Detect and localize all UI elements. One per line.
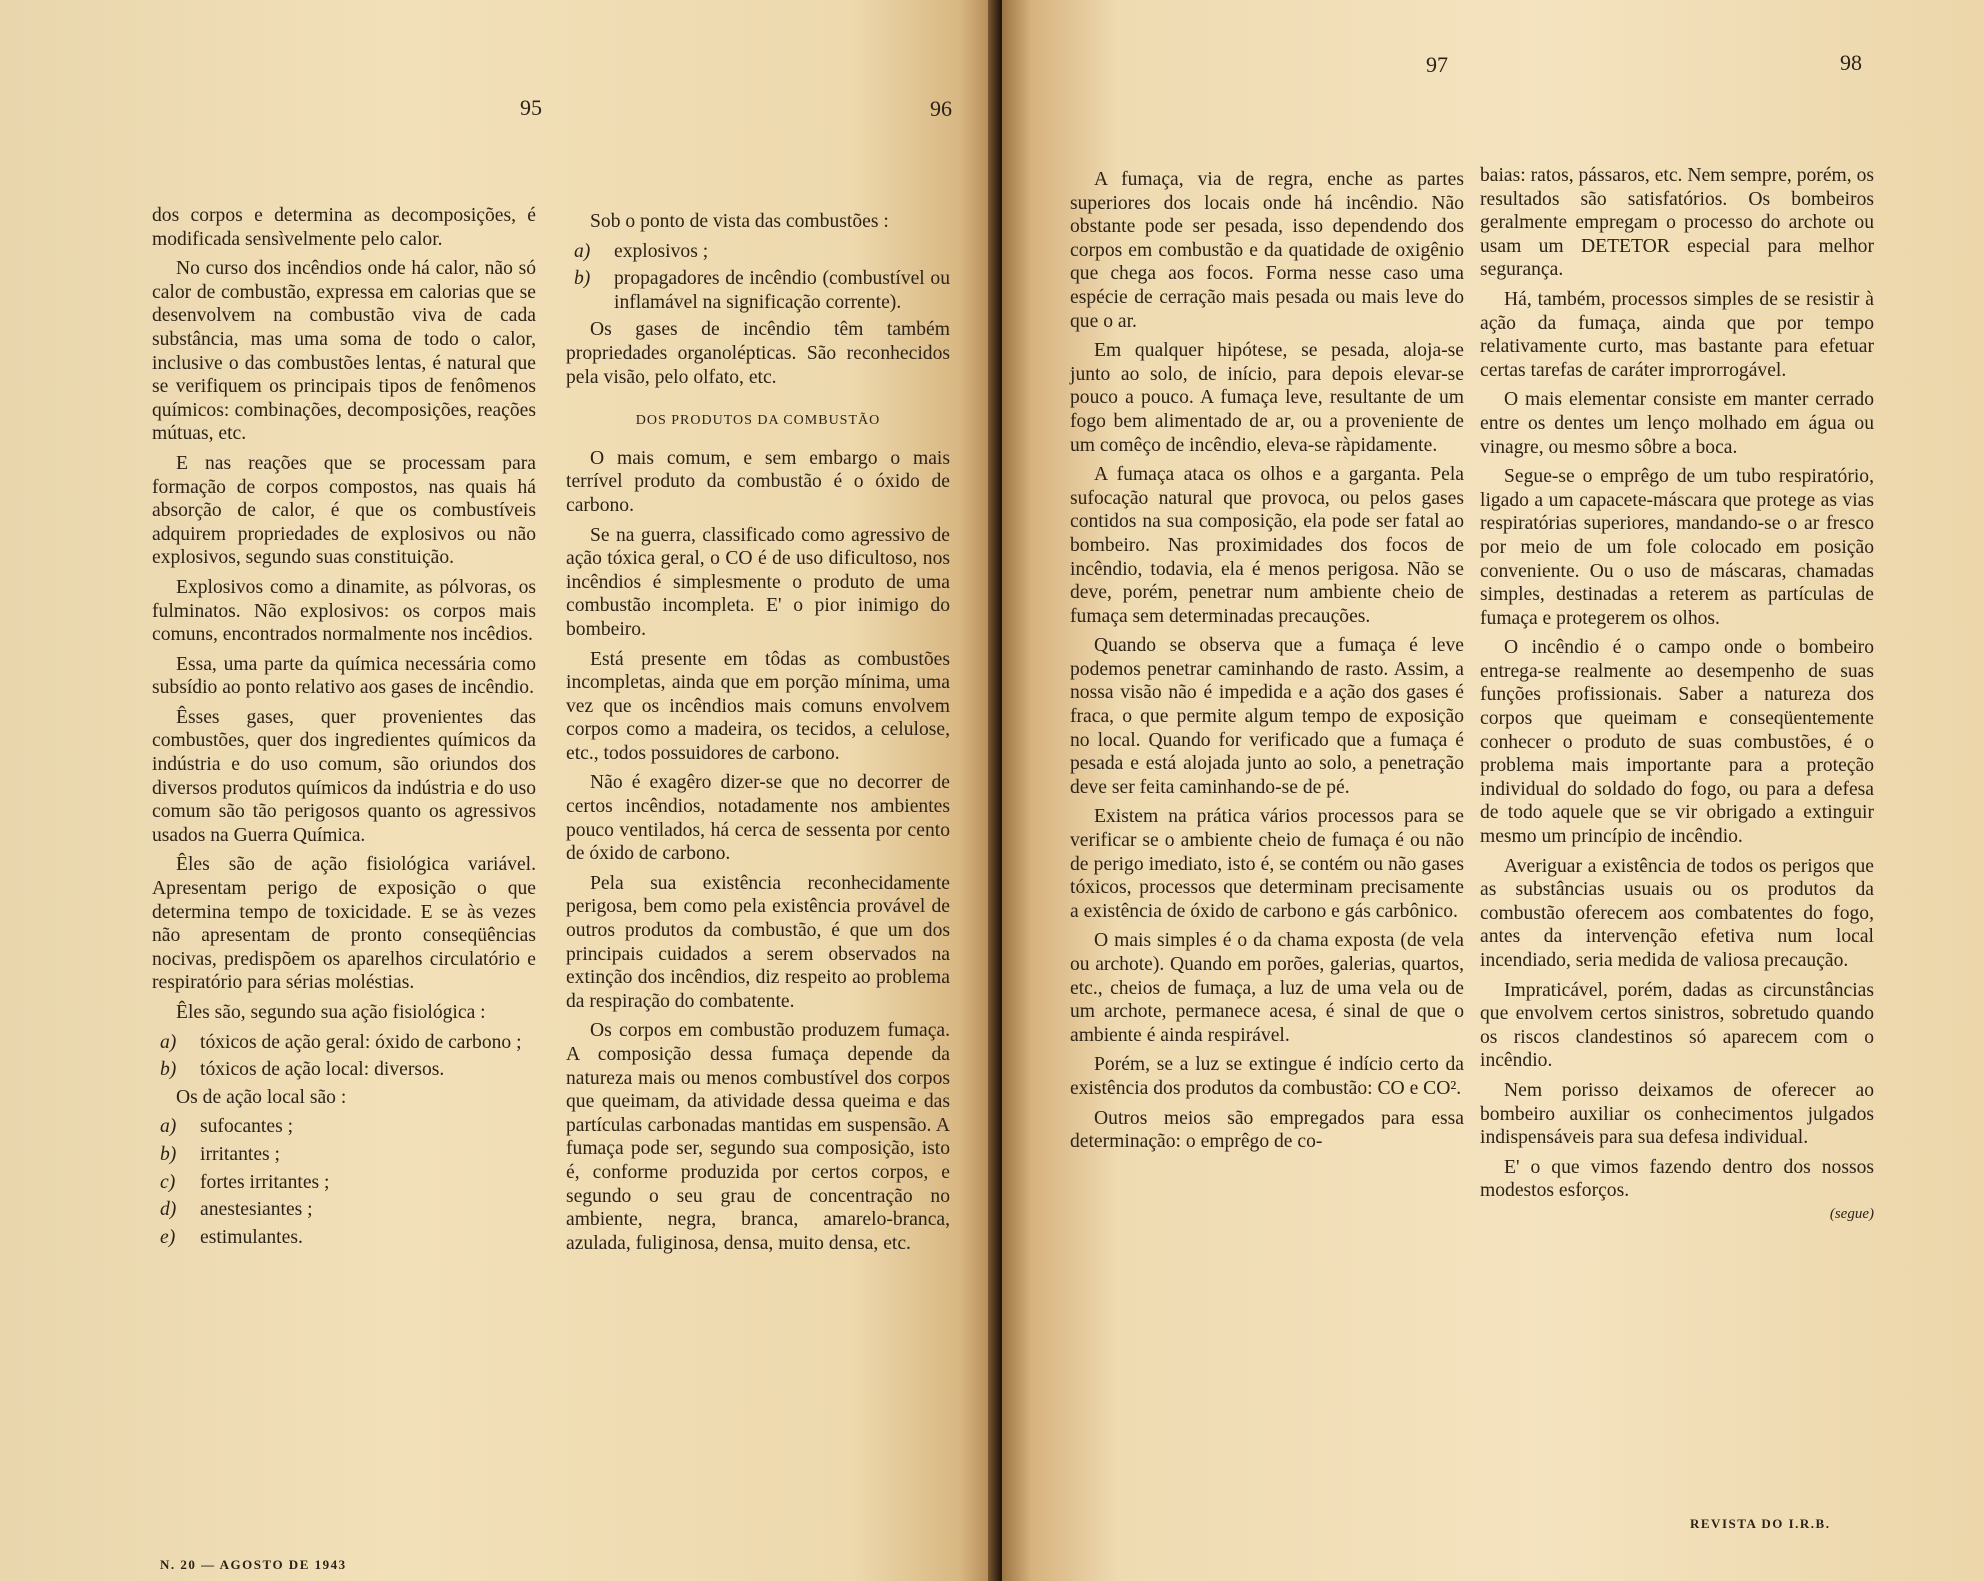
list-item-text: fortes irritantes ; xyxy=(200,1171,330,1193)
list-item-text: explosivos ; xyxy=(614,240,709,262)
paragraph: Em qualquer hipótese, se pesada, aloja-se junto ao solo, de início, para depois elevar-se pouco a pouco. A fumaça leve, resultante de um fogo bem alimentado de ar, ou a proveniente de um comêço de incêndio, eleva-se ràpidamente. xyxy=(1070,340,1464,456)
paragraph: Os de ação local são : xyxy=(176,1086,347,1108)
paragraph: dos corpos e determina as decomposições, é modificada sensìvelmente pelo calor. xyxy=(152,205,536,250)
paragraph: Existem na prática vários processos para se verificar se o ambiente cheio de fumaça é ou não de perigo imediato, isto é, se contém ou não gases tóxicos, processos que determinam precisamente a existência de óxido de carbono e gás carbônico. xyxy=(1070,806,1464,922)
paragraph: Êles são, segundo sua ação fisiológica : xyxy=(176,1002,486,1023)
right-page xyxy=(1002,0,1984,1581)
column-page-98 xyxy=(1480,164,1874,1233)
paragraph: Se na guerra, classificado como agressivo de ação tóxica geral, o CO é de uso dificultoso, nos incêndios é simplesmente o produto de uma combustão incompleta. E' o pior inimigo do bombeiro. xyxy=(566,524,950,640)
paragraph: Pela sua existência reconhecidamente perigosa, bem como pela existência provável de outros produtos da combustão, é que um dos principais cuidados a serem observados na extinção dos incêndios, diz respeito ao problema da respiração do combatente. xyxy=(566,872,950,1012)
paragraph: Está presente em tôdas as combustões incompletas, ainda que em porção mínima, uma vez que os incêndios mais comuns envolvem corpos como a madeira, os tecidos, a celulose, etc., todos possuidores de carbono. xyxy=(566,648,950,764)
paragraph: Impraticável, porém, dadas as circunstâncias que envolvem certos sinistros, sobretudo quando os riscos clandestinos só aparecem com o incêndio. xyxy=(1480,979,1874,1072)
paragraph: Explosivos como a dinamite, as pólvoras, os fulminatos. Não explosivos: os corpos mais comuns, encontrados normalmente nos incêdios. xyxy=(152,576,536,646)
list-item-text: tóxicos de ação local: diversos. xyxy=(200,1059,445,1081)
page-number-96: 96 xyxy=(930,96,952,121)
list-item-label: a) xyxy=(160,1116,177,1138)
footer-journal: REVISTA DO I.R.B. xyxy=(1690,1516,1831,1531)
list-item xyxy=(566,240,950,264)
list-item-text: sufocantes ; xyxy=(200,1116,294,1138)
list-item-label: a) xyxy=(574,240,591,262)
paragraph: Êles são de ação fisiológica variável. Apresentam perigo de exposição o que determina tempo de toxicidade. E se às vezes não apresentam de pronto conseqüências nocivas, predispõem os aparelhos circulatório e respiratório para sérias moléstias. xyxy=(152,854,536,994)
paragraph: Êsses gases, quer provenientes das combustões, quer dos ingredientes químicos da indústria e do uso comum, são oriundos dos diversos produtos químicos da indústria e do uso comum são tão perigosos quanto os agressivos usados na Guerra Química. xyxy=(152,706,536,846)
paragraph: O mais comum, e sem embargo o mais terrível produto da combustão é o óxido de carbono. xyxy=(566,447,950,516)
column-page-96 xyxy=(566,210,950,1261)
page-number-97: 97 xyxy=(1426,52,1448,77)
continued-note: (segue) xyxy=(1829,1205,1874,1222)
paragraph: Nem porisso deixamos de oferecer ao bombeiro auxiliar os conhecimentos julgados indispensáveis para sua defesa individual. xyxy=(1480,1079,1874,1149)
paragraph: O incêndio é o campo onde o bombeiro entrega-se realmente ao desempenho de suas funções profissionais. Saber a natureza dos corpos que queimam e conseqüentemente conhecer o produto de suas combustões, é o problema mais importante para a proteção individual do soldado do fogo, ou para a defesa de todo aquele que se vir obrigado a extinguir mesmo um princípio de incêndio. xyxy=(1480,637,1874,848)
list-item xyxy=(152,1115,536,1139)
paragraph: Essa, uma parte da química necessária como subsídio ao ponto relativo aos gases de incêndio. xyxy=(152,653,536,699)
section-heading: DOS PRODUTOS DA COMBUSTÃO xyxy=(635,413,881,429)
list-item-label: a) xyxy=(160,1031,177,1053)
list-item xyxy=(152,1198,536,1222)
list-item-label: b) xyxy=(160,1143,177,1165)
list-item-label: d) xyxy=(160,1199,177,1221)
paragraph: No curso dos incêndios onde há calor, não só calor de combustão, expressa em calorias que se desenvolvem na combustão viva de cada substância, mas uma soma de todo o calor, inclusive o das combustões lentas, é natural que se verifiquem os principais tipos de fenômenos químicos: combinações, decomposições, reações mútuas, etc. xyxy=(152,258,536,445)
page-number-98: 98 xyxy=(1840,50,1862,75)
list-item-text: anestesiantes ; xyxy=(200,1199,313,1221)
paragraph: Segue-se o emprêgo de um tubo respiratório, ligado a um capacete-máscara que protege as vias respiratórias superiores, mandando-se o ar fresco por meio de um fole colocado em posição conveniente. Ou o uso de máscaras, chamadas simples, destinadas a reterem as partículas de fumaça e protegerem os olhos. xyxy=(1480,466,1874,629)
column-page-97 xyxy=(1070,168,1464,1160)
paragraph: Porém, se a luz se extingue é indício certo da existência dos produtos da combustão: CO e CO². xyxy=(1070,1054,1464,1099)
list-item-label: e) xyxy=(160,1226,176,1248)
footer-issue: N. 20 — AGOSTO DE 1943 xyxy=(160,1557,347,1572)
list-item-label: c) xyxy=(160,1171,176,1193)
page-number-95: 95 xyxy=(520,95,542,120)
paragraph: Não é exagêro dizer-se que no decorrer de certos incêndios, notadamente nos ambientes pouco ventilados, há cerca de sessenta por cento de óxido de carbono. xyxy=(566,772,950,865)
paragraph: E' o que vimos fazendo dentro dos nossos modestos esforços. xyxy=(1480,1156,1874,1202)
paragraph: Os corpos em combustão produzem fumaça. A composição dessa fumaça depende da natureza mais ou menos combustível dos corpos que queimam, da atividade dessa queima e das partículas carbonadas mantidas em suspensão. A fumaça pode ser, segundo sua composição, isto é, conforme produzida por certos corpos, e segundo o seu grau de concentração no ambiente, negra, branca, amarelo-branca, azulada, fuliginosa, densa, muito densa, etc. xyxy=(566,1020,950,1254)
paragraph: Há, também, processos simples de se resistir à ação da fumaça, ainda que por tempo relativamente curto, mas bastante para efetuar certas tarefas de caráter improrrogável. xyxy=(1480,288,1874,381)
paragraph: Sob o ponto de vista das combustões : xyxy=(590,211,889,232)
list-item xyxy=(152,1226,536,1250)
paragraph: Averiguar a existência de todos os perigos que as substâncias usuais ou os produtos da combustão oferecem aos combatentes do fogo, antes da intervenção efetiva num local incendiado, seria medida de valiosa precaução. xyxy=(1480,855,1874,971)
list-item xyxy=(152,1031,536,1055)
list-item xyxy=(152,1058,536,1082)
list-item-text: propagadores de incêndio (combustível ou inflamável na significação corrente). xyxy=(614,268,950,313)
list-item xyxy=(152,1143,536,1167)
paragraph: A fumaça, via de regra, enche as partes superiores dos locais onde há incêndio. Não obstante pode ser pesada, isso dependendo dos corpos em combustão e da quatidade de oxigênio que chega aos focos. Forma nesse caso uma espécie de cerração mais pesada ou mais leve do que o ar. xyxy=(1070,169,1464,332)
list-item-label: b) xyxy=(160,1059,177,1081)
list-item-text: estimulantes. xyxy=(200,1226,303,1248)
paragraph: baias: ratos, pássaros, etc. Nem sempre, porém, os resultados são satisfatórios. Os bombeiros geralmente empregam o processo do archote ou usam um DETETOR especial para melhor segurança. xyxy=(1480,165,1874,281)
paragraph: E nas reações que se processam para formação de corpos compostos, nas quais há absorção de calor, é que os combustíveis adquirem propriedades de explosivos ou não explosivos, segundo suas constituição. xyxy=(152,452,536,569)
paragraph: Os gases de incêndio têm também propriedades organolépticas. São reconhecidos pela visão, pelo olfato, etc. xyxy=(566,319,950,388)
paragraph: O mais simples é o da chama exposta (de vela ou archote). Quando em porões, galerias, quartos, etc., cheios de fumaça, a luz de uma vela ou de um archote, permanece acesa, é sinal de que o ambiente é ainda respirável. xyxy=(1070,930,1464,1046)
paragraph: O mais elementar consiste em manter cerrado entre os dentes um lenço molhado em água ou vinagre, ou mesmo sôbre a boca. xyxy=(1480,389,1874,458)
list-item xyxy=(152,1171,536,1195)
column-page-95 xyxy=(152,204,536,1253)
list-item-text: tóxicos de ação geral: óxido de carbono ; xyxy=(200,1031,522,1053)
paragraph: Outros meios são empregados para essa determinação: o emprêgo de co- xyxy=(1070,1107,1464,1153)
list-item-text: irritantes ; xyxy=(200,1143,280,1165)
list-item-label: b) xyxy=(574,268,591,290)
paragraph: Quando se observa que a fumaça é leve podemos penetrar caminhando de rasto. Assim, a nossa visão não é impedida e a ação dos gases é fraca, o que permite algum tempo de exposição no local. Quando for verificado que a fumaça é pesada e está alojada junto ao solo, a penetração deve ser feita caminhando-se de pé. xyxy=(1070,635,1464,798)
list-item xyxy=(566,267,950,314)
paragraph: A fumaça ataca os olhos e a garganta. Pela sufocação natural que provoca, ou pelos gases contidos na sua composição, ela pode ser fatal ao bombeiro. Nas proximidades dos focos de incêndio, todavia, ela é menos perigosa. Não se deve, porém, penetrar num ambiente cheio de fumaça sem determinadas precauções. xyxy=(1070,464,1464,627)
